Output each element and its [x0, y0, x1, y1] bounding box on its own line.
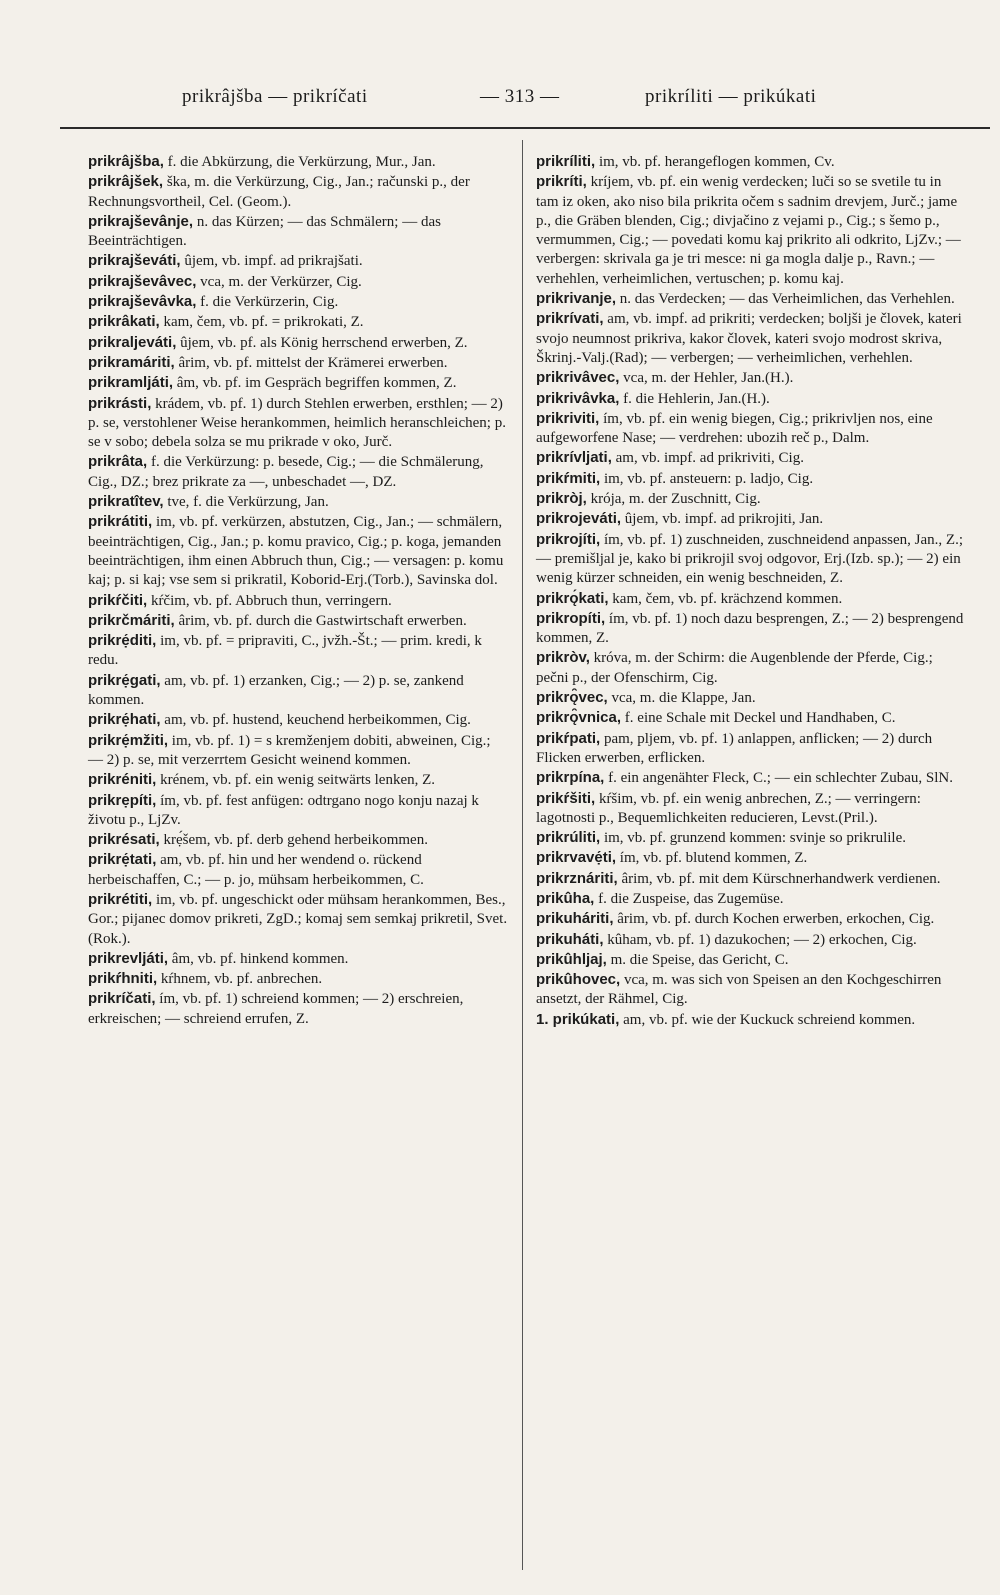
entry-definition: n. das Verdecken; — das Verheimlichen, das Verhehlen. [616, 291, 955, 308]
dictionary-entry [536, 889, 966, 909]
dictionary-entry [536, 648, 966, 688]
dictionary-entry [536, 469, 966, 489]
entry-definition: f. die Verkürzung: p. besede, Cig.; — die Schmälerung, Cig., DZ.; brez prikrate za —, unbeschadet —, DZ. [88, 454, 484, 490]
dictionary-entry [536, 389, 966, 409]
dictionary-entry [88, 312, 508, 332]
column-divider [522, 140, 523, 1570]
dictionary-entry [536, 848, 966, 868]
entry-headword: prikròv, [536, 649, 590, 667]
entry-definition: pam, pljem, vb. pf. 1) anlappen, anflicken; — 2) durch Flicken erwerben, erflicken. [536, 730, 933, 766]
dictionary-entry [536, 289, 966, 309]
page-number: — 313 — [480, 86, 560, 107]
entry-headword: prikrajševânje, [88, 212, 194, 230]
entry-definition: vca, m. der Verkürzer, Cig. [196, 273, 362, 290]
entry-headword: prikrajševâvec, [88, 272, 197, 290]
header-rule [60, 127, 990, 129]
entry-definition: ím, vb. pf. blutend kommen, Z. [616, 850, 808, 867]
entry-definition: kŕhnem, vb. pf. anbrechen. [157, 971, 323, 988]
dictionary-entry [536, 409, 966, 449]
dictionary-entry [88, 731, 508, 771]
entry-definition: ârim, vb. pf. durch Kochen erwerben, erkochen, Cig. [613, 911, 935, 928]
entry-headword: prikrẹ́gati, [88, 671, 161, 689]
entry-headword: prikrívati, [536, 310, 604, 328]
entry-definition: f. die Verkürzerin, Cig. [196, 294, 339, 311]
entry-headword: prikraljeváti, [88, 333, 177, 351]
entry-headword: prikrivâvec, [536, 369, 620, 387]
dictionary-entry [88, 591, 508, 611]
entry-headword: prikrivanje, [536, 290, 617, 308]
entry-definition: krénem, vb. pf. ein wenig seitwärts lenken, Z. [156, 772, 436, 789]
dictionary-entry [88, 671, 508, 711]
dictionary-entry [88, 251, 508, 271]
dictionary-entry [88, 611, 508, 631]
entry-definition: im, vb. pf. herangeflogen kommen, Cv. [595, 154, 835, 170]
entry-definition: âm, vb. pf. im Gespräch begriffen kommen, Z. [173, 375, 457, 392]
entry-headword: prikrẹ́tati, [88, 851, 157, 869]
entry-headword: prikrẹ́hati, [88, 711, 161, 729]
dictionary-entry [536, 589, 966, 609]
entry-headword: prikûha, [536, 889, 595, 907]
entry-definition: ím, vb. pf. 1) noch dazu besprengen, Z.; — 2) besprengend kommen, Z. [536, 610, 964, 647]
dictionary-entry [88, 949, 508, 969]
entry-definition: m. die Speise, das Gericht, C. [606, 951, 789, 968]
entry-definition: im, vb. pf. ungeschickt oder mühsam herankommen, Bes., Gor.; pijanec domov prikreti, ZgD.; komaj sem semkaj prikretil, Svet.(Rok.). [88, 891, 508, 947]
entry-headword: prikrevljáti, [88, 949, 169, 967]
entry-definition: im, vb. pf. verkürzen, abstutzen, Cig., Jan.; — schmälern, beeinträchtigen, Cig., Jan.; p. komu pravico, Cig.; p. koga, jemanden beeinträchtigen, ihm einen Abbruch thun, Cig.; — versagen: p. komu kaj; p. si kaj; vse sem si prikratil, Koborid-Erj.(Torb.), Savinska dol. [88, 514, 504, 589]
entry-headword: prikrivâvka, [536, 389, 620, 407]
entry-definition: ârim, vb. pf. mit dem Kürschnerhandwerk verdienen. [617, 870, 941, 887]
entry-headword: prikrpína, [536, 769, 605, 787]
entry-headword: prikrajševáti, [88, 252, 181, 270]
dictionary-entry [88, 512, 508, 590]
dictionary-entry [536, 909, 966, 929]
entry-headword: prikratîtev, [88, 493, 164, 511]
dictionary-entry [536, 708, 966, 728]
dictionary-entry [88, 890, 508, 949]
entry-definition: f. ein angenähter Fleck, C.; — ein schlechter Zubau, SlN. [604, 770, 954, 787]
entry-headword: prikûhovec, [536, 971, 621, 989]
entry-headword: prikŕhniti, [88, 970, 158, 988]
dictionary-entry [536, 489, 966, 509]
entry-headword: prikrétiti, [88, 890, 153, 908]
entry-headword: prikròj, [536, 490, 587, 508]
entry-definition: kríjem, vb. pf. ein wenig verdecken; luči so se svetile tu in tam iz oken, ako niso bila prikrita očem s sadnim drevjem, Jurč.; jame p., die Gräben blenden, Cig.; divjačino z vejami p., Cig.; s šemo p., vermummen, Cig.; — povedati komu kaj prikrito ali odkrito, LjZv.; — verbergen: skrivala ga je tri mesce: ni ga mogla dalje p., Ravn.; — verhehlen, verheimlichen, vertuschen; p. komu kaj. [536, 174, 961, 287]
entry-definition: vca, m. was sich von Speisen an den Kochgeschirren ansetzt, der Rähmel, Cig. [536, 972, 942, 1008]
dictionary-entry [88, 830, 508, 850]
entry-definition: f. die Hehlerin, Jan.(H.). [619, 390, 770, 407]
entry-definition: am, vb. pf. hustend, keuchend herbeikommen, Cig. [160, 712, 471, 729]
entry-definition: ška, m. die Verkürzung, Cig., Jan.; računski p., der Rechnungsvortheil, Cel. (Geom.). [88, 174, 470, 210]
entry-definition: kam, čem, vb. pf. krächzend kommen. [608, 590, 843, 607]
entry-headword: prikuháti, [536, 930, 604, 948]
dictionary-entry [536, 172, 966, 289]
entry-headword: prikrǫ̑vnica, [536, 709, 622, 727]
entry-headword: prikuháriti, [536, 910, 614, 928]
entry-headword: prikrésati, [88, 831, 160, 849]
entry-definition: âm, vb. pf. hinkend kommen. [168, 950, 349, 967]
entry-headword: prikríti, [536, 173, 587, 191]
dictionary-entry [88, 394, 508, 453]
dictionary-entry [88, 710, 508, 730]
entry-headword: prikropíti, [536, 609, 606, 627]
entry-headword: prikrúliti, [536, 829, 601, 847]
entry-definition: n. das Kürzen; — das Schmälern; — das Beeinträchtigen. [88, 213, 441, 250]
dictionary-entry [536, 950, 966, 970]
entry-definition: im, vb. pf. ansteuern: p. ladjo, Cig. [600, 470, 814, 487]
entry-headword: prikréniti, [88, 771, 157, 789]
dictionary-entry [88, 353, 508, 373]
dictionary-entry [536, 1010, 966, 1030]
entry-definition: krója, m. der Zuschnitt, Cig. [586, 491, 761, 508]
entry-definition: ím, vb. pf. 1) schreiend kommen; — 2) erschreien, erkreischen; — schreiend errufen, Z. [88, 991, 464, 1027]
entry-definition: vca, m. der Hehler, Jan.(H.). [619, 370, 794, 387]
dictionary-entry [88, 152, 508, 172]
entry-definition: im, vb. pf. 1) = s kremženjem dobiti, abweinen, Cig.; — 2) p. se, mit verzerrtem Gesicht weinend kommen. [88, 732, 491, 768]
entry-definition: ím, vb. pf. fest anfügen: odtrgano nogo konju nazaj k životu p., LjZv. [88, 792, 479, 828]
entry-headword: prikŕšiti, [536, 789, 596, 807]
entry-headword: prikríliti, [536, 153, 596, 170]
entry-headword: prikríčati, [88, 990, 156, 1008]
dictionary-entry [88, 452, 508, 492]
entry-headword: prikrẹpíti, [88, 791, 157, 809]
entry-definition: krádem, vb. pf. 1) durch Stehlen erwerben, ersthlen; — 2) p. se, verstohlener Weise herankommen, heimlich heranschleichen; p. se v sobo; debela solza se mu prikrade v oko, Jurč. [88, 395, 506, 451]
dictionary-entry [88, 292, 508, 312]
dictionary-entry [88, 969, 508, 989]
entry-definition: króva, m. der Schirm: die Augenblende der Pferde, Cig.; pečni p., der Ofenschirm, Cig. [536, 650, 933, 686]
right-column [536, 152, 966, 1030]
entry-definition: im, vb. pf. grunzend kommen: svinje so prikrulile. [600, 830, 906, 847]
entry-definition: am, vb. impf. ad prikriviti, Cig. [611, 450, 804, 467]
dictionary-entry [536, 152, 966, 172]
entry-headword: prikramljáti, [88, 374, 174, 392]
dictionary-entry [536, 869, 966, 889]
entry-definition: am, vb. pf. wie der Kuckuck schreiend kommen. [619, 1011, 916, 1028]
entry-headword: prikrznáriti, [536, 869, 618, 887]
entry-headword: prikŕmiti, [536, 469, 601, 487]
entry-headword: prikŕpati, [536, 729, 601, 747]
entry-headword: 1. prikúkati, [536, 1010, 620, 1028]
dictionary-entry [536, 530, 966, 589]
entry-definition: f. die Zuspeise, das Zugemüse. [594, 890, 784, 907]
entry-headword: prikrâkati, [88, 313, 160, 331]
entry-headword: prikrívljati, [536, 449, 612, 467]
entry-definition: f. die Abkürzung, die Verkürzung, Mur., Jan. [163, 154, 436, 170]
entry-definition: vca, m. die Klappe, Jan. [607, 690, 756, 707]
entry-headword: prikramáriti, [88, 353, 175, 371]
dictionary-entry [88, 989, 508, 1029]
entry-headword: prikrǫ̑vec, [536, 689, 608, 707]
dictionary-entry [88, 770, 508, 790]
entry-definition: im, vb. pf. = pripraviti, C., jvžh.-Št.; — prim. kredi, k redu. [88, 633, 482, 669]
entry-headword: prikûhljaj, [536, 950, 607, 968]
entry-definition: tve, f. die Verkürzung, Jan. [163, 494, 329, 511]
entry-definition: am, vb. pf. hin und her wendend o. rückend herbeischaffen, C.; — p. jo, mühsam herbeikommen, C. [88, 852, 424, 888]
entry-headword: prikrátiti, [88, 513, 153, 531]
dictionary-entry [536, 609, 966, 649]
dictionary-entry [536, 368, 966, 388]
entry-headword: prikrajševâvka, [88, 293, 197, 311]
entry-definition: ûjem, vb. impf. ad prikrojiti, Jan. [621, 511, 824, 528]
entry-headword: prikrǫ́kati, [536, 589, 609, 607]
entry-definition: am, vb. pf. 1) erzanken, Cig.; — 2) p. se, zankend kommen. [88, 672, 464, 709]
left-column [88, 152, 508, 1029]
entry-definition: am, vb. impf. ad prikriti; verdecken; boljši je človek, kateri svojo neumnost prikriva, kakor človek, kateri svojo modrost skriva, Škrinj.-Valj.(Rad); — verbergen; — verheimlichen, verhehlen. [536, 311, 962, 366]
dictionary-entry [536, 970, 966, 1010]
entry-definition: ûjem, vb. impf. ad prikrajšati. [180, 253, 363, 270]
dictionary-entry [536, 768, 966, 788]
dictionary-entry [536, 789, 966, 829]
entry-headword: prikrâjšek, [88, 173, 164, 191]
entry-definition: ím, vb. pf. ein wenig biegen, Cig.; prikrivljen nos, eine aufgeworfene Nase; — verdrehen: ubozih reč p., Dalm. [536, 410, 933, 447]
dictionary-entry [88, 333, 508, 353]
running-head-right: prikríliti — prikúkati [645, 86, 817, 107]
dictionary-entry [88, 850, 508, 890]
dictionary-entry [536, 509, 966, 529]
dictionary-entry [536, 828, 966, 848]
dictionary-entry [88, 172, 508, 212]
entry-definition: f. eine Schale mit Deckel und Handhaben, C. [621, 710, 896, 727]
entry-definition: krẹ́šem, vb. pf. derb gehend herbeikommen. [159, 832, 428, 849]
entry-definition: ârim, vb. pf. mittelst der Krämerei erwerben. [174, 354, 448, 371]
entry-definition: kam, čem, vb. pf. = prikrokati, Z. [159, 314, 364, 331]
entry-headword: prikrojíti, [536, 530, 601, 548]
entry-definition: kûham, vb. pf. 1) dazukochen; — 2) erkochen, Cig. [603, 931, 917, 948]
entry-headword: prikrẹ́mžiti, [88, 731, 169, 749]
entry-definition: ûjem, vb. pf. als König herrschend erwerben, Z. [176, 334, 468, 351]
entry-headword: prikŕčiti, [88, 591, 148, 609]
running-head-left: prikrâjšba — prikríčati [182, 86, 368, 107]
dictionary-entry [88, 212, 508, 252]
dictionary-entry [88, 373, 508, 393]
dictionary-entry [536, 688, 966, 708]
entry-headword: prikrvavẹ́ti, [536, 849, 617, 867]
entry-headword: prikrâjšba, [88, 153, 164, 170]
dictionary-entry [88, 631, 508, 671]
dictionary-entry [536, 448, 966, 468]
entry-headword: prikrojeváti, [536, 510, 622, 528]
entry-headword: prikrâta, [88, 453, 148, 471]
entry-definition: ârim, vb. pf. durch die Gastwirtschaft erwerben. [174, 612, 467, 629]
entry-definition: ím, vb. pf. 1) zuschneiden, zuschneidend anpassen, Jan., Z.; — premišljal je, kako bi prikrojil svoj odgovor, Erj.(Izb. sp.); — 2) ein wenig kürzer schneiden, ein wenig beschneiden, Z. [536, 531, 964, 587]
dictionary-entry [88, 272, 508, 292]
entry-headword: prikrẹ́diti, [88, 632, 157, 650]
dictionary-entry [536, 729, 966, 769]
entry-headword: prikrčmáriti, [88, 611, 175, 629]
dictionary-entry [88, 492, 508, 512]
dictionary-entry [88, 791, 508, 831]
dictionary-entry [536, 309, 966, 368]
entry-definition: kŕčim, vb. pf. Abbruch thun, verringern. [147, 592, 392, 609]
entry-definition: kŕšim, vb. pf. ein wenig anbrechen, Z.; — verringern: lagotnosti p., Bequemlichkeiten reducieren, Levst.(Pril.). [536, 790, 921, 826]
entry-headword: prikrásti, [88, 394, 152, 412]
dictionary-entry [536, 930, 966, 950]
entry-headword: prikriviti, [536, 409, 600, 427]
